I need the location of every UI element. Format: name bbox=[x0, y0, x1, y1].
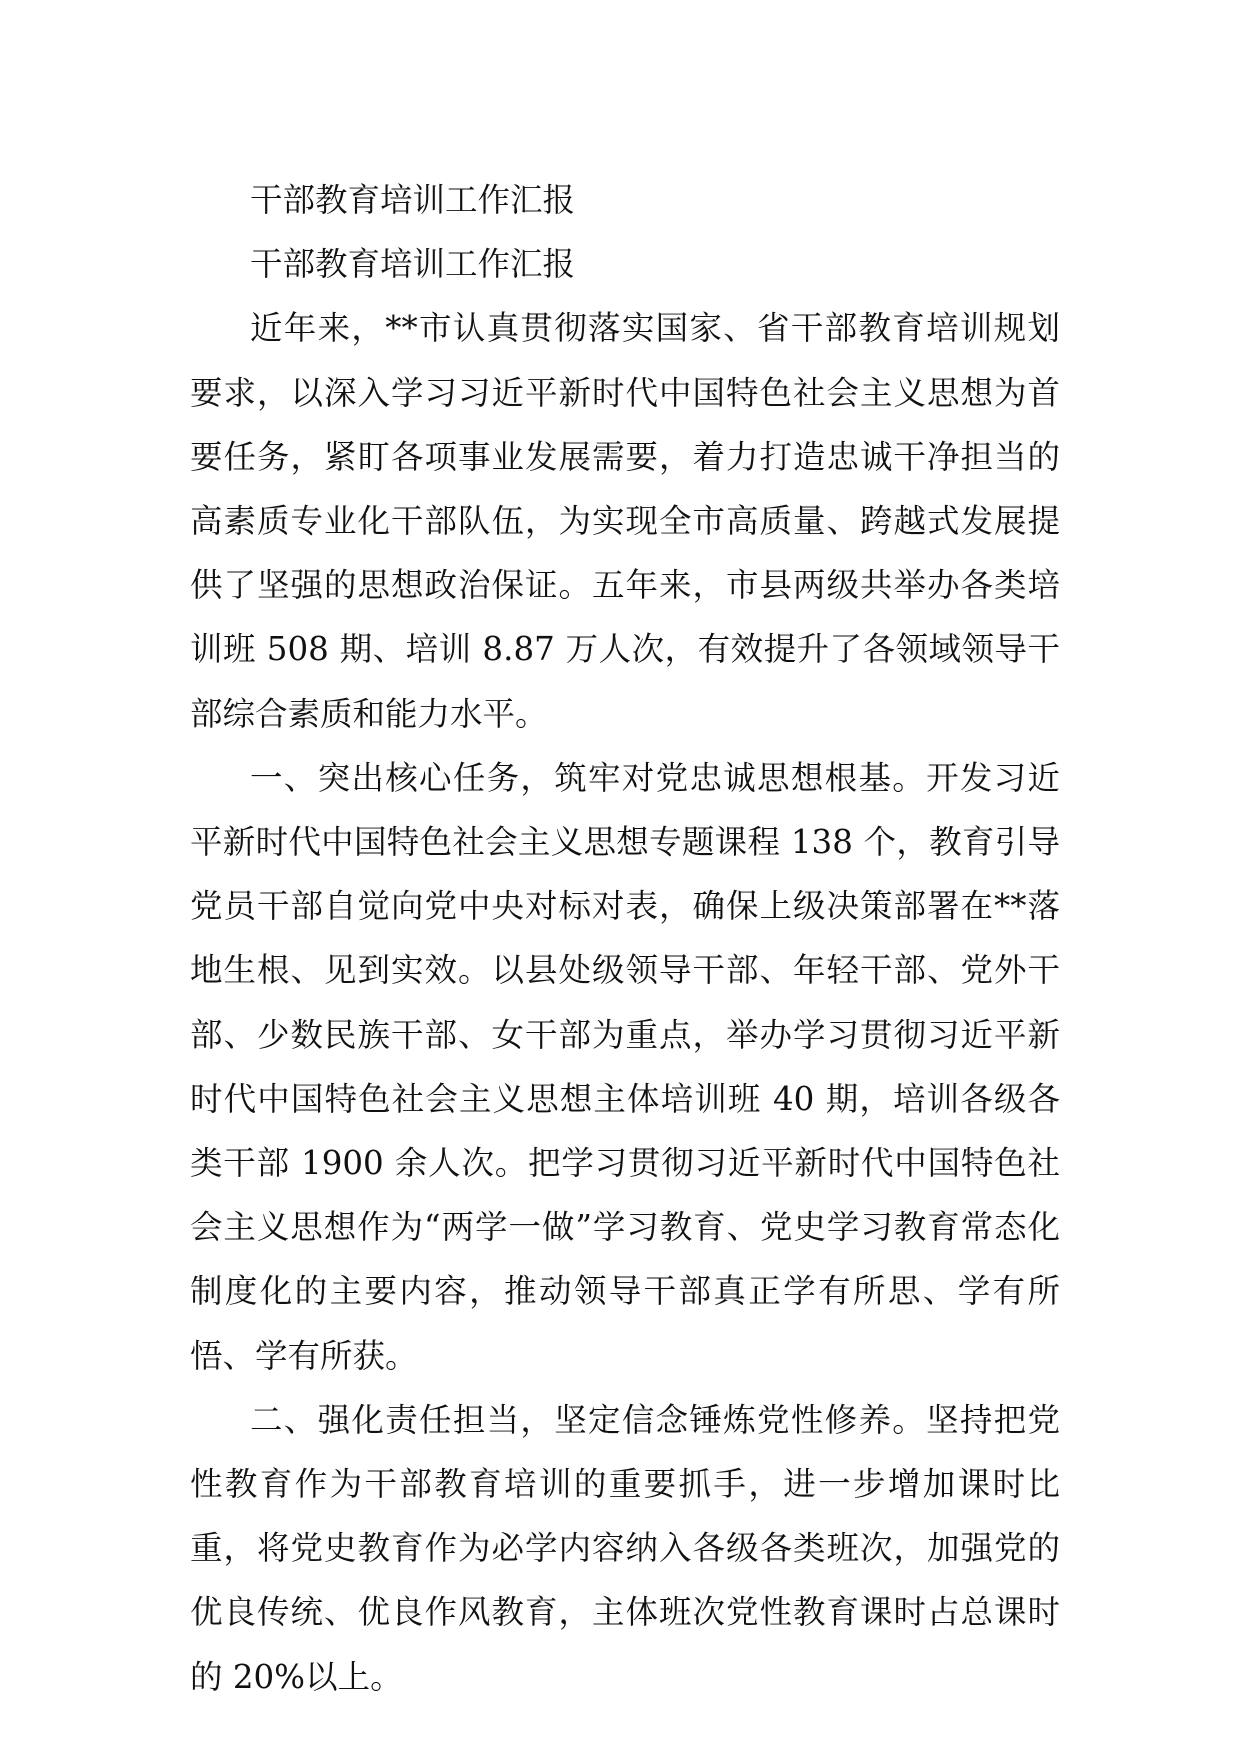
document-body bbox=[190, 168, 1060, 1709]
paragraph-section-1: 一、突出核心任务，筑牢对党忠诚思想根基。开发习近平新时代中国特色社会主义思想专题课程 138 个，教育引导党员干部自觉向党中央对标对表，确保上级决策部署在**落地生根、见到实效。以县处级领导干部、年轻干部、党外干部、少数民族干部、女干部为重点，举办学习贯彻习近平新时代中国特色社会主义思想主体培训班 40 期，培训各级各类干部 1900 余人次。把学习贯彻习近平新时代中国特色社会主义思想作为“两学一做”学习教育、党史学习教育常态化制度化的主要内容，推动领导干部真正学有所思、学有所悟、学有所获。 bbox=[190, 758, 1060, 1375]
document-title: 干部教育培训工作汇报 bbox=[250, 181, 576, 219]
paragraph-intro: 近年来，**市认真贯彻落实国家、省干部教育培训规划要求，以深入学习习近平新时代中国特色社会主义思想为首要任务，紧盯各项事业发展需要，着力打造忠诚干净担当的高素质专业化干部队伍，为实现全市高质量、跨越式发展提供了坚强的思想政治保证。五年来，市县两级共举办各类培训班 508 期、培训 8.87 万人次，有效提升了各领域领导干部综合素质和能力水平。 bbox=[190, 309, 1060, 733]
document-subtitle: 干部教育培训工作汇报 bbox=[250, 245, 576, 284]
paragraph-section-2: 二、强化责任担当，坚定信念锤炼党性修养。坚持把党性教育作为干部教育培训的重要抓手，进一步增加课时比重，将党史教育作为必学内容纳入各级各类班次，加强党的优良传统、优良作风教育，主体班次党性教育课时占总课时的 20%以上。 bbox=[190, 1400, 1060, 1696]
